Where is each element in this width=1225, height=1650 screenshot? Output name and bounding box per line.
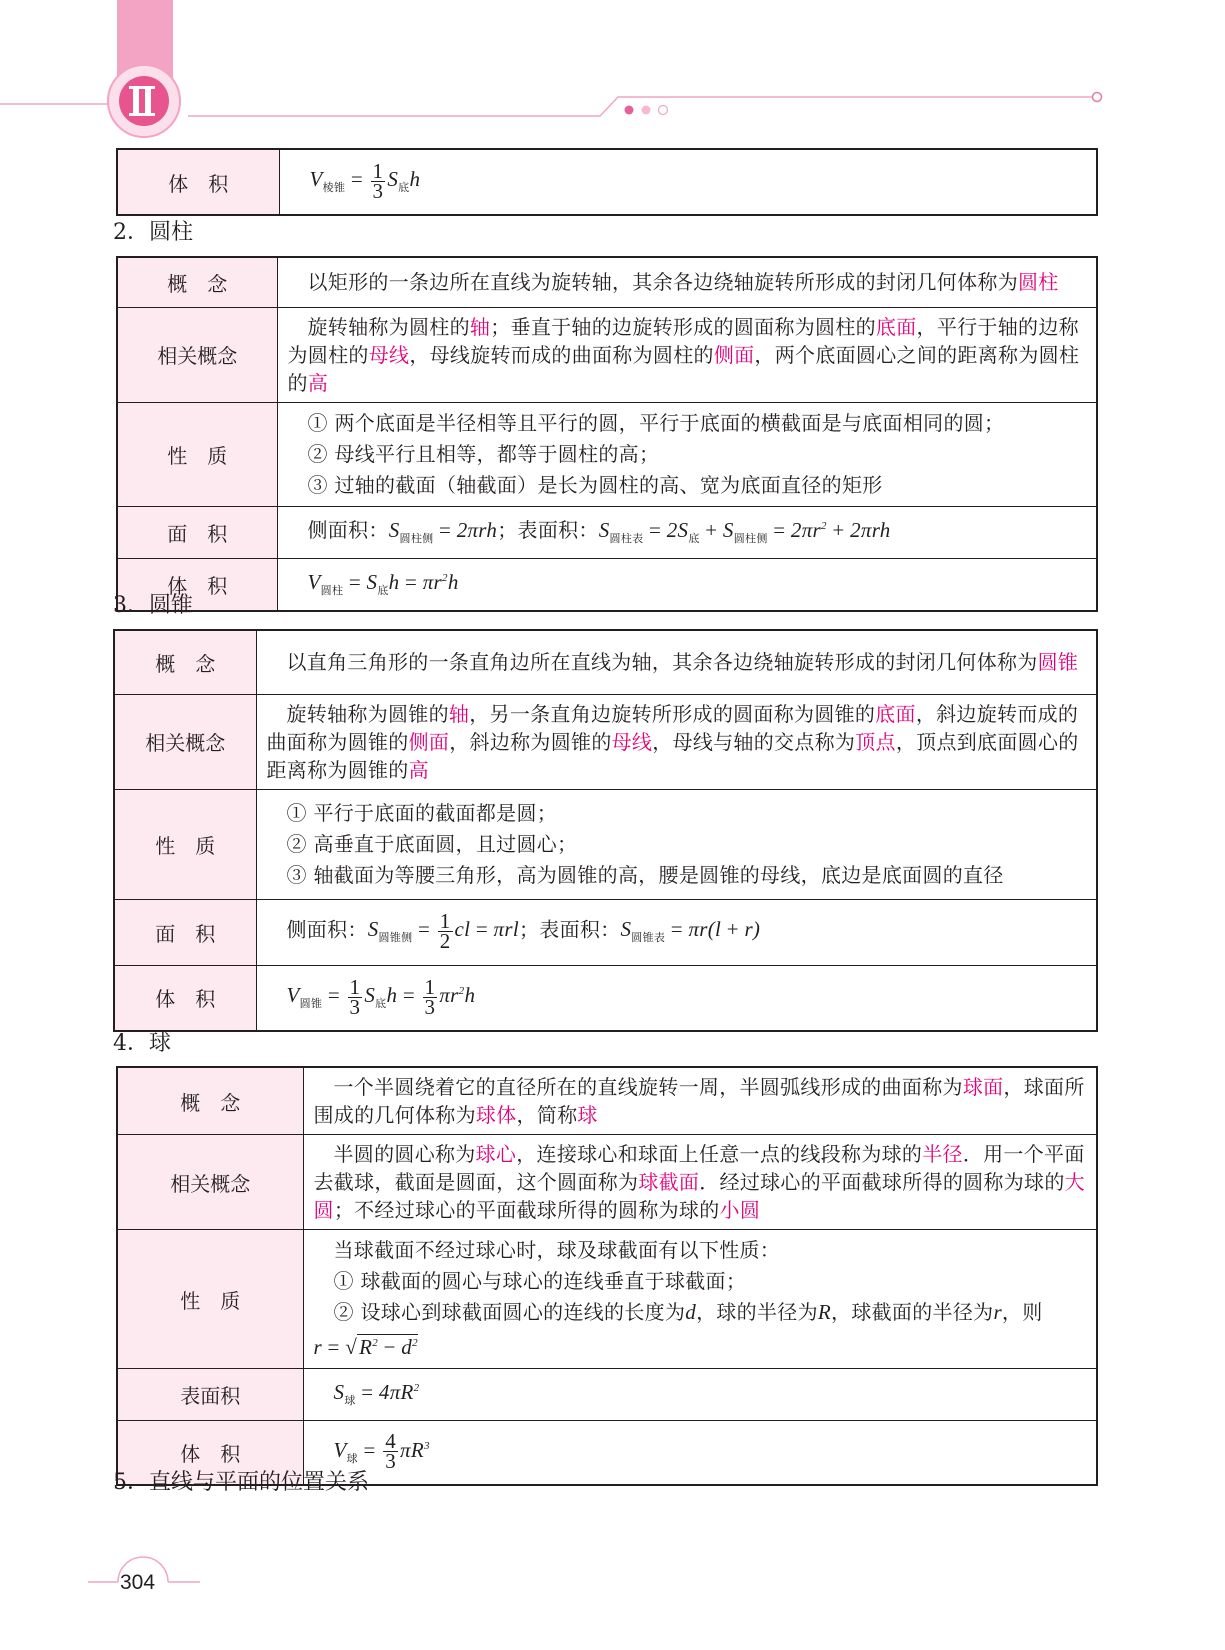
table-row [117, 1230, 1097, 1369]
table-row [117, 1369, 1097, 1421]
table-row [114, 694, 1097, 789]
table-row [117, 402, 1097, 506]
section-heading-cylinder: 2．圆柱 [113, 220, 193, 245]
table-row [117, 1135, 1097, 1230]
cylinder-properties [277, 402, 1097, 506]
cylinder-related-label: 相关概念 [117, 307, 277, 402]
table-row [114, 630, 1097, 694]
table-row [117, 307, 1097, 402]
sphere-volume-formula: $V_球$ = $\frac{4}{3}$ $\pi R^3$ [303, 1421, 1097, 1485]
cone-area-label: 面 积 [114, 899, 256, 965]
sphere-area-formula: $S_球 = 4\pi R^2$ [303, 1369, 1097, 1421]
list-item: ③ 过轴的截面（轴截面）是长为圆柱的高、宽为底面直径的矩形 [307, 472, 883, 497]
table-row [114, 899, 1097, 965]
sphere-properties [303, 1230, 1097, 1369]
cylinder-property-label: 性 质 [117, 402, 277, 506]
table-row [117, 257, 1097, 307]
list-item: ② 高垂直于底面圆，且过圆心； [286, 831, 578, 856]
list-item: 当球截面不经过球心时，球及球截面有以下性质： [333, 1238, 781, 1262]
section-heading-sphere: 4．球 [113, 1031, 171, 1056]
list-item: ② 母线平行且相等，都等于圆柱的高； [307, 441, 660, 466]
pyramid-volume-formula: $V_{棱锥}$ = $\frac{1}{3}$ $S_底h$ [279, 149, 1097, 215]
table-row [117, 558, 1097, 611]
list-item: ③ 轴截面为等腰三角形，高为圆锥的高，腰是圆锥的母线，底边是底面圆的直径 [286, 862, 1004, 887]
cone-property-label: 性 质 [114, 789, 256, 899]
sphere-volume-label: 体 积 [117, 1421, 303, 1485]
section-heading-line-plane: 5．直线与平面的位置关系 [113, 1470, 369, 1495]
list-item: ① 平行于底面的截面都是圆； [286, 800, 558, 825]
cone-concept: 以直角三角形的一条直角边所在直线为轴，其余各边绕轴旋转形成的封闭几何体称为圆锥 [256, 630, 1097, 694]
section-heading-cone: 3．圆锥 [113, 593, 193, 618]
sphere-property-label: 性 质 [117, 1230, 303, 1369]
pyramid-volume-label: 体 积 [117, 149, 279, 215]
table-row [117, 149, 1097, 215]
pyramid-table [116, 148, 1098, 216]
cylinder-area-label: 面 积 [117, 506, 277, 558]
list-item: ① 两个底面是半径相等且平行的圆，平行于底面的横截面是与底面相同的圆； [307, 410, 1005, 435]
sphere-related: 半圆的圆心称为球心，连接球心和球面上任意一点的线段称为球的半径．用一个平面去截球，截面是圆面，这个圆面称为球截面．经过球心的平面截球所得的圆称为球的大圆；不经过球心的平面截球所得的圆称为球的小圆 [303, 1135, 1097, 1230]
cylinder-table [116, 256, 1098, 612]
cone-volume-formula: $V_{圆锥}$ = $\frac{1}{3}$ $S_底h$ = $\frac{1}{3}$ $\pi r^2h$ [256, 965, 1097, 1031]
cone-concept-label: 概 念 [114, 630, 256, 694]
header-decoration [0, 0, 1225, 150]
cone-volume-label: 体 积 [114, 965, 256, 1031]
sphere-concept: 一个半圆绕着它的直径所在的直线旋转一周，半圆弧线形成的曲面称为球面，球面所围成的几何体称为球体，简称球 [303, 1067, 1097, 1135]
cylinder-concept: 以矩形的一条边所在直线为旋转轴，其余各边绕轴旋转所形成的封闭几何体称为圆柱 [277, 257, 1097, 307]
page-number: 304 [120, 1571, 156, 1594]
table-row [114, 965, 1097, 1031]
table-row [114, 789, 1097, 899]
list-item: ① 球截面的圆心与球心的连线垂直于球截面； [333, 1269, 747, 1293]
cone-related: 旋转轴称为圆锥的轴，另一条直角边旋转所形成的圆面称为圆锥的底面，斜边旋转而成的曲面称为圆锥的侧面，斜边称为圆锥的母线，母线与轴的交点称为顶点，顶点到底面圆心的距离称为圆锥的高 [256, 694, 1097, 789]
cylinder-area-formula: 侧面积：$S_{圆柱侧} = 2\pi rh$；表面积：$S_{圆柱表} = 2S_底 + S_{圆柱侧} = 2\pi r^2 + 2\pi rh$ [277, 506, 1097, 558]
cylinder-volume-label: 体 积 [117, 558, 277, 611]
sphere-area-label: 表面积 [117, 1369, 303, 1421]
table-row [117, 1067, 1097, 1135]
cylinder-concept-label: 概 念 [117, 257, 277, 307]
cone-area-formula: 侧面积：$S_{圆锥侧}$ = $\frac{1}{2}$ cl = πrl；表面积：$S_{圆锥表} = \pi r(l + r)$ [256, 899, 1097, 965]
sphere-table [116, 1066, 1098, 1486]
sphere-related-label: 相关概念 [117, 1135, 303, 1230]
cone-related-label: 相关概念 [114, 694, 256, 789]
cylinder-volume-formula: $V_{圆柱} = S_底h = \pi r^2h$ [277, 558, 1097, 611]
cone-properties [256, 789, 1097, 899]
table-row [117, 506, 1097, 558]
sphere-concept-label: 概 念 [117, 1067, 303, 1135]
line-end-circle [1093, 93, 1102, 102]
list-item: ② 设球心到球截面圆心的连线的长度为d，球的半径为R，球截面的半径为r，则$r = √R^2 - d^2$ [313, 1300, 1043, 1359]
cone-table [113, 629, 1098, 1032]
cylinder-related: 旋转轴称为圆柱的轴；垂直于轴的边旋转形成的圆面称为圆柱的底面，平行于轴的边称为圆柱的母线，母线旋转而成的曲面称为圆柱的侧面，两个底面圆心之间的距离称为圆柱的高 [277, 307, 1097, 402]
